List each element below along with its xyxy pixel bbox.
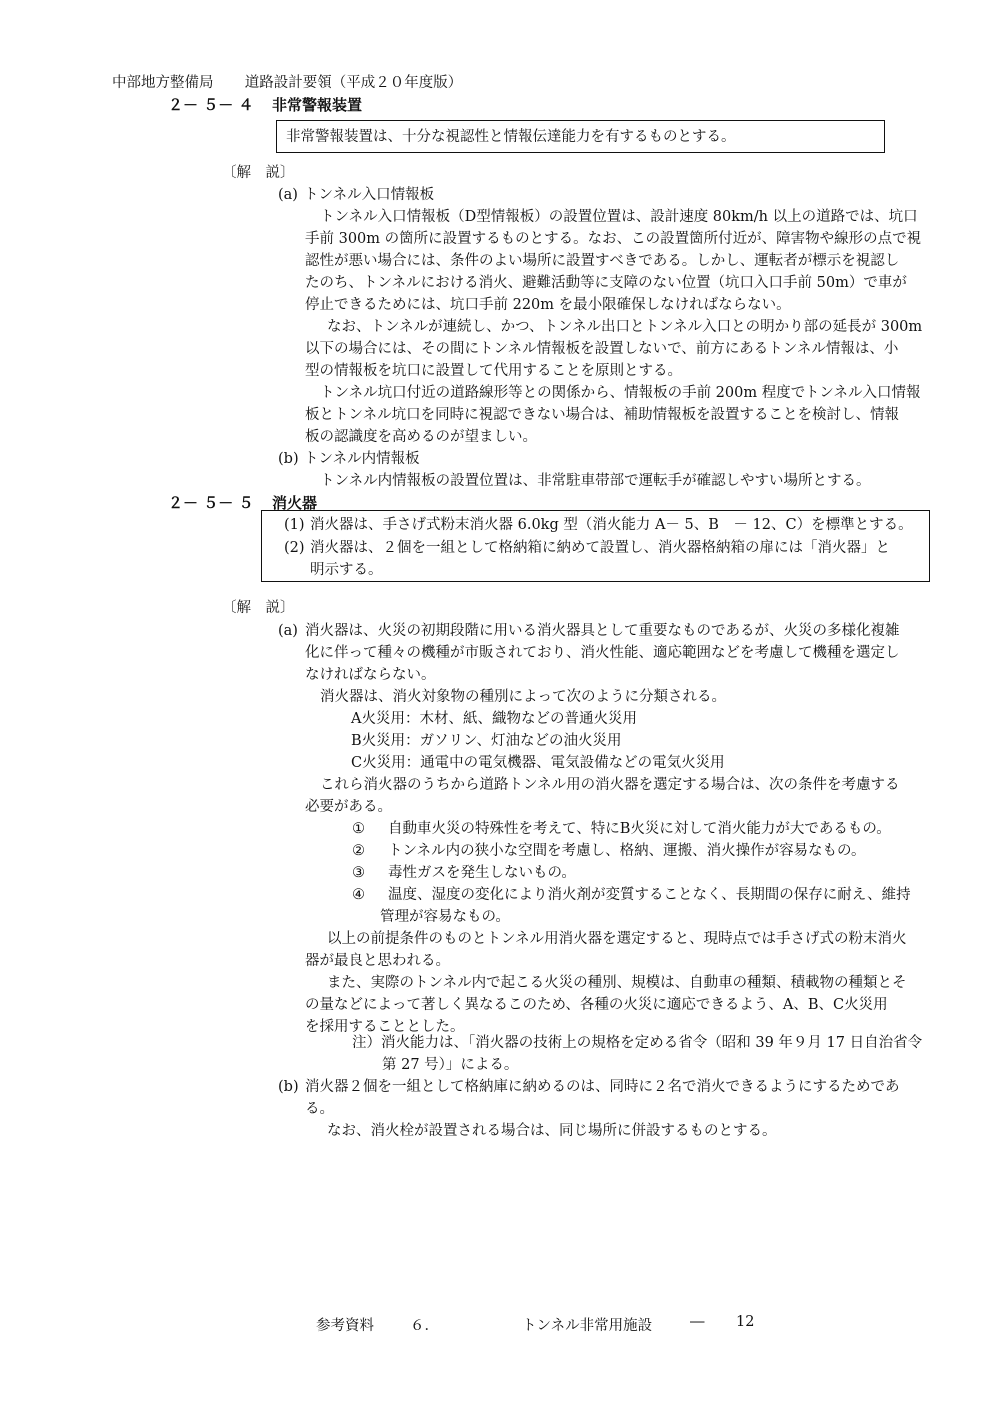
paragraph-line: 消火器は、消火対象物の種別によって次のように分類される。 [320,689,726,705]
section-254-requirement-text: 非常警報装置は、十分な視認性と情報伝達能力を有するものとする。 [286,129,736,145]
requirement-item-text: 消火器は、２個を一組として格納箱に納めて設置し、消火器格納箱の扉には「消火器」と [310,540,890,556]
paragraph-line: たのち、トンネルにおける消火、避難活動等に支障のない位置（坑口入口手前 50m）で車が [305,275,907,291]
paragraph-line: 停止できるためには、坑口手前 220m を最小限確保しなければならない。 [305,297,791,313]
page-number: 12 [736,1314,755,1330]
item-b-label: (b) [278,451,299,467]
fire-type-item: B火災用：ガソリン、灯油などの油火災用 [351,733,622,749]
item-a-title: トンネル入口情報板 [304,187,435,203]
footer-dash: ― [690,1314,705,1330]
fire-type-item: A火災用：木材、紙、織物などの普通火災用 [351,711,637,727]
paragraph-line: 必要がある。 [305,799,392,815]
item-b-title: トンネル内情報板 [304,451,420,467]
paragraph-line: これら消火器のうちから道路トンネル用の消火器を選定する場合は、次の条件を考慮する [320,777,900,793]
paragraph-line: 消火器２個を一組として格納庫に納めるのは、同時に２名で消火できるようにするためであ [305,1079,900,1095]
paragraph-line: また、実際のトンネル内で起こる火災の種別、規模は、自動車の種類、積載物の種類とそ [327,975,907,991]
condition-number: ① [352,821,365,837]
paragraph-conclusion [305,928,907,1038]
paragraph-line: 板とトンネル坑口を同時に視認できない場合は、補助情報板を設置することを検討し、情報 [305,407,900,423]
note [352,1032,922,1076]
footer-ref: 参考資料 [316,1318,374,1334]
section-255-title: 消火器 [272,494,318,512]
fire-type-item: C火災用：通電中の電気機器、電気設備などの電気火災用 [351,755,725,771]
paragraph-line: 器が最良と思われる。 [305,953,450,969]
running-header [112,72,462,94]
section-254-title: 非常警報装置 [272,96,363,114]
footer-number: ６． [410,1318,439,1334]
paragraph-line: 化に伴って種々の機種が市販されており、消火性能、適応範囲などを考慮して機種を選定し [305,645,900,661]
section-254-commentary-heading: 〔解 説〕 [222,165,295,181]
section-255-requirement-box [261,510,930,582]
section-255-commentary-heading: 〔解 説〕 [222,600,295,616]
paragraph-line: を採用することとした。 [305,1019,465,1035]
condition-text: 毒性ガスを発生しないもの。 [388,865,576,881]
paragraph-line: 認性が悪い場合には、条件のよい場所に設置すべきである。しかし、運転者が標示を視認し [305,253,900,269]
paragraph-line: の量などによって著しく異なるこのため、各種の火災に適応できるよう、A、B、C火災用 [305,997,888,1013]
requirement-item-label: (1) [284,517,305,533]
condition-number: ④ [352,887,365,903]
paragraph-line: 板の認識度を高めるのが望ましい。 [305,429,537,445]
condition-number: ② [352,843,365,859]
item-a-label: (a) [278,623,298,639]
footer-title: トンネル非常用施設 [522,1318,653,1334]
header-org: 中部地方整備局 [112,75,214,91]
requirement-item-text: 明示する。 [310,562,383,578]
paragraph-tunnel-inner-board: トンネル内情報板の設置位置は、非常駐車帯部で運転手が確認しやすい場所とする。 [320,473,871,489]
section-255-number: ２－ ５－ ５ [168,494,254,512]
condition-text: 温度、湿度の変化により消火剤が変質することなく、長期間の保存に耐え、維持 [388,887,911,903]
paragraph-line: トンネル入口情報板（D型情報板）の設置位置は、設計速度 80km/h 以上の道路では、坑口 [320,209,918,225]
note-line: 注）消火能力は、「消火器の技術上の規格を定める省令（昭和 39 年９月 17 日自治省令 [352,1035,923,1051]
section-254-number: ２－ ５－ ４ [168,96,254,114]
header-doc-title: 道路設計要領（平成２０年度版） [244,75,463,91]
paragraph-line: 以下の場合には、その間にトンネル情報板を設置しないで、前方にあるトンネル情報は、小 [305,341,899,357]
paragraph-line: 型の情報板を坑口に設置して代用することを原則とする。 [305,363,682,379]
paragraph-storage [305,1076,900,1142]
paragraph-line: なお、消火栓が設置される場合は、同じ場所に併設するものとする。 [327,1123,777,1139]
paragraph-conditions-intro [305,774,900,818]
condition-text: 自動車火災の特殊性を考えて、特にB火災に対して消火能力が大であるもの。 [388,821,891,837]
paragraph-line: 手前 300m の箇所に設置するものとする。なお、この設置箇所付近が、障害物や線形の点で視 [305,231,922,247]
condition-text: トンネル内の狭小な空間を考慮し、格納、運搬、消火操作が容易なもの。 [388,843,866,859]
item-b-label: (b) [278,1079,299,1095]
condition-text: 管理が容易なもの。 [380,909,510,925]
paragraph-line: なお、トンネルが連続し、かつ、トンネル出口とトンネル入口との明かり部の延長が 300m [327,319,923,335]
requirement-item-label: (2) [284,540,305,556]
paragraph-line: なければならない。 [305,667,436,683]
paragraph-tunnel-entrance-board [305,206,922,448]
paragraph-line: トンネル坑口付近の道路線形等との関係から、情報板の手前 200m 程度でトンネル入口情報 [320,385,921,401]
requirement-item-text: 消火器は、手さげ式粉末消火器 6.0kg 型（消火能力 A－ 5、B － 12、C）を標準とする。 [310,517,913,533]
paragraph-extinguisher-selection [305,620,900,708]
condition-number: ③ [352,865,365,881]
fire-type-list [351,708,725,774]
paragraph-line: る。 [305,1101,334,1117]
section-254-requirement-box [276,120,885,153]
note-line: 第 27 号）」による。 [382,1057,519,1073]
item-a-label: (a) [278,187,298,203]
paragraph-line: 消火器は、火災の初期段階に用いる消火器具として重要なものであるが、火災の多様化複雑 [305,623,900,639]
paragraph-line: 以上の前提条件のものとトンネル用消火器を選定すると、現時点では手さげ式の粉末消火 [327,931,907,947]
